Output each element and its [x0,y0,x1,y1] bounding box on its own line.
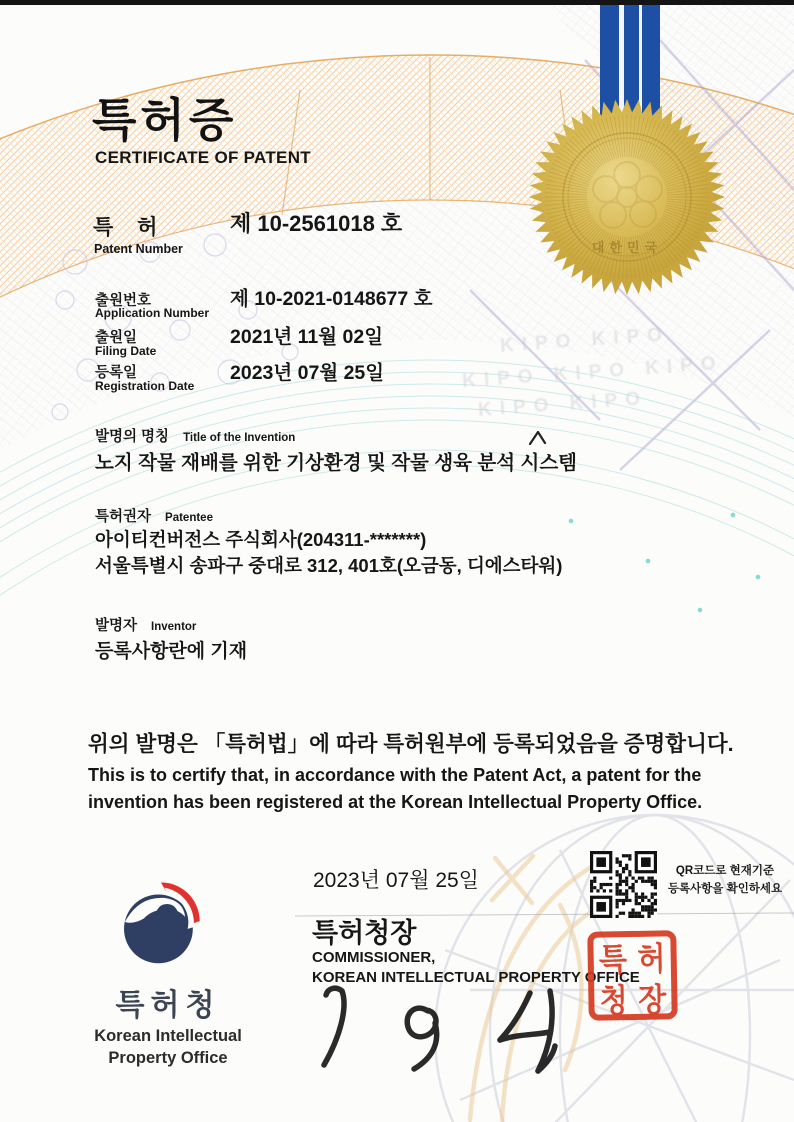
seal-char: 장 [637,982,667,1020]
patent-number-value: 제 10-2561018 호 [230,211,403,236]
invention-title-label-en: Title of the Invention [183,432,296,444]
commissioner-title-en-line2: KOREAN INTELLECTUAL PROPERTY OFFICE [312,969,640,986]
application-number-label-ko: 출원번호 [95,293,152,309]
patentee-label-ko: 특허권자 [95,509,152,525]
agency-name-en-line1: Korean Intellectual [94,1027,242,1045]
agency-name-ko: 특허청 [115,989,221,1022]
kipo-watermark-row: KIPO KIPO KIPO [461,352,725,393]
filing-date-label-en: Filing Date [95,344,157,358]
commissioner-title-ko: 특허청장 [312,918,417,948]
patent-number-label-ko: 특 허 [93,216,167,239]
commissioner-signature [298,983,628,1083]
qr-caption-line1: QR코드로 현재기준 [675,865,775,877]
kipo-watermark-row: KIPO KIPO [499,324,671,357]
qr-caption [655,862,794,898]
invention-title-value: 노지 작물 재배를 위한 기상환경 및 작물 생육 분석 시스템 [95,452,578,474]
application-number-label-en: Application Number [95,306,210,320]
medal-engraving: 대한민국 [591,240,663,255]
invention-title-label-ko: 발명의 명칭 [95,429,170,445]
commissioner-title-en-line1: COMMISSIONER, [312,949,436,966]
filing-date-label-ko: 출원일 [95,330,138,346]
patentee-address: 서울특별시 송파구 중대로 312, 401호(오금동, 디에스타워) [95,555,563,576]
registration-date-value: 2023년 07월 25일 [230,362,385,384]
patentee-name: 아이티컨버전스 주식회사(204311-*******) [95,529,427,550]
inventor-labels [95,614,196,635]
seal-char: 청 [599,983,629,1020]
kipo-emblem [118,876,204,968]
kipo-watermark-row: KIPO KIPO [477,388,649,421]
commissioner-seal-stamp [587,930,678,1021]
application-number-value: 제 10-2021-0148677 호 [230,288,433,310]
agency-name-en [58,1025,278,1069]
gold-seal-medal [527,97,727,297]
statement-english-line1: This is to certify that, in accordance with the Patent Act, a patent for the [88,765,702,785]
seal-char: 허 [637,941,666,979]
patentee-labels [95,505,213,526]
inventor-value: 등록사항란에 기재 [95,641,248,662]
inventor-label-en: Inventor [151,621,197,633]
statement-korean: 위의 발명은 「특허법」에 따라 특허원부에 등록되었음을 증명합니다. [88,732,734,756]
invention-title-labels [95,425,295,446]
seal-char: 특 [598,942,628,979]
scan-edge-bar [0,0,794,5]
patentee-label-en: Patentee [165,512,213,524]
certificate-title-ko: 특허증 [92,94,238,146]
qr-code [590,851,657,918]
issue-date: 2023년 07월 25일 [313,869,479,892]
statement-english-line2: invention has been registered at the Korean Intellectual Property Office. [88,792,703,812]
pen-caret-mark [528,431,548,445]
agency-name-en-line2: Property Office [108,1049,228,1067]
registration-date-label-ko: 등록일 [95,365,138,381]
certificate-title-en: CERTIFICATE OF PATENT [95,148,311,167]
inventor-label-ko: 발명자 [95,618,138,634]
filing-date-value: 2021년 11월 02일 [230,326,384,348]
patent-number-label-en: Patent Number [94,242,183,256]
registration-date-label-en: Registration Date [95,379,195,393]
qr-caption-line2: 등록사항을 확인하세요 [667,883,783,895]
